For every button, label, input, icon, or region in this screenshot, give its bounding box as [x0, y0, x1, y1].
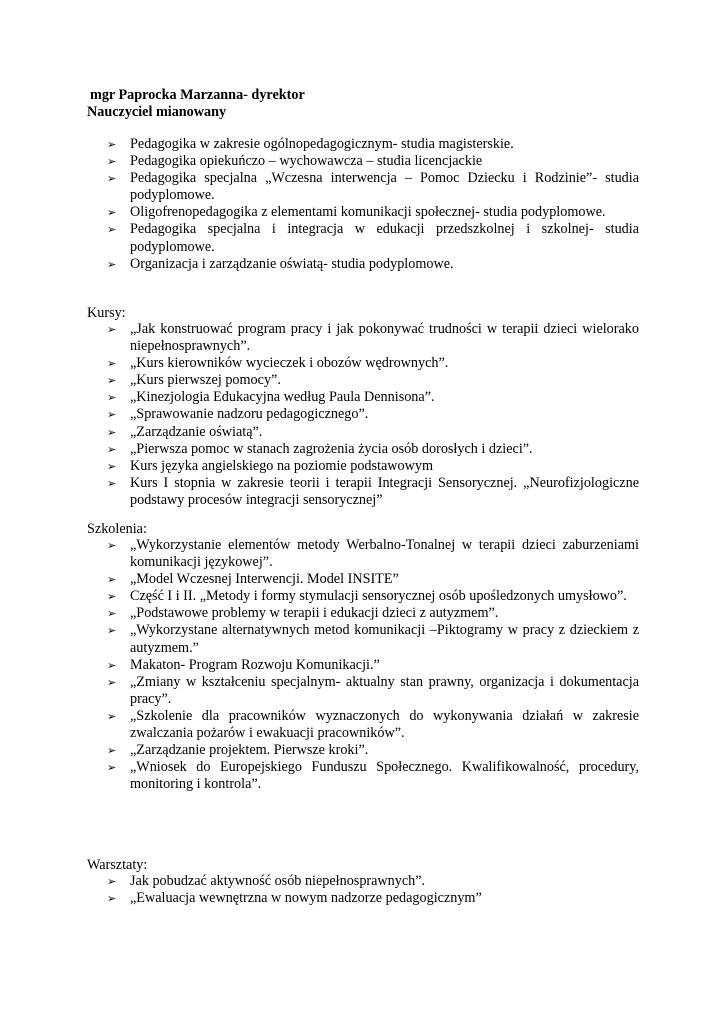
list-item [107, 588, 639, 605]
arrow-bullet-icon: ➢ [107, 223, 117, 237]
list-item-text: Oligofrenopedagogika z elementami komunikacji społecznej- studia podyplomowe. [130, 204, 606, 221]
arrow-bullet-icon: ➢ [107, 172, 117, 186]
arrow-bullet-icon: ➢ [107, 257, 117, 271]
arrow-bullet-icon: ➢ [107, 155, 117, 169]
list-item [107, 657, 639, 674]
arrow-bullet-icon: ➢ [107, 408, 117, 422]
list-item-text: Pedagogika specjalna „Wczesna interwencja – Pomoc Dziecku i Rodzinie”- studia podyplomowe. [130, 170, 639, 204]
list-item [107, 221, 639, 255]
list-item-text: „Kinezjologia Edukacyjna według Paula Dennisona”. [130, 389, 435, 406]
list-item [107, 622, 639, 656]
kursy-list [107, 321, 639, 509]
arrow-bullet-icon: ➢ [107, 357, 117, 371]
list-item [107, 389, 639, 406]
arrow-bullet-icon: ➢ [107, 206, 117, 220]
list-item [107, 372, 639, 389]
szkolenia-label: Szkolenia: [87, 521, 147, 537]
arrow-bullet-icon: ➢ [107, 459, 117, 473]
list-item-text: „Model Wczesnej Interwencji. Model INSITE” [130, 571, 399, 588]
education-list [107, 136, 639, 273]
list-item-text: Pedagogika opiekuńczo – wychowawcza – studia licencjackie [130, 153, 483, 170]
kursy-label: Kursy: [87, 305, 126, 321]
arrow-bullet-icon: ➢ [107, 539, 117, 552]
arrow-bullet-icon: ➢ [107, 892, 117, 906]
list-item-text: Kurs I stopnia w zakresie teorii i terapii Integracji Sensorycznej. „Neurofizjologiczne podstawy procesów integracji sensorycznej” [130, 474, 639, 508]
arrow-bullet-icon: ➢ [107, 573, 117, 587]
list-item [107, 537, 639, 571]
arrow-bullet-icon: ➢ [107, 744, 117, 758]
list-item [107, 170, 639, 204]
arrow-bullet-icon: ➢ [107, 391, 117, 405]
arrow-bullet-icon: ➢ [107, 138, 117, 151]
warsztaty-label: Warsztaty: [87, 857, 148, 873]
list-item [107, 674, 639, 708]
list-item-text: Makaton- Program Rozwoju Komunikacji.” [130, 656, 380, 673]
list-item [107, 153, 639, 170]
arrow-bullet-icon: ➢ [107, 658, 117, 672]
list-item-text: „Sprawowanie nadzoru pedagogicznego”. [130, 406, 369, 423]
arrow-bullet-icon: ➢ [107, 476, 117, 490]
list-item [107, 759, 639, 793]
list-item-text: „Wykorzystanie elementów metody Werbalno-Tonalnej w terapii dzieci zaburzeniami komunikacji językowej”. [130, 537, 639, 571]
list-item [107, 890, 639, 907]
list-item [107, 605, 639, 622]
list-item-text: „Kurs pierwszej pomocy”. [130, 372, 281, 389]
arrow-bullet-icon: ➢ [107, 607, 117, 621]
list-item [107, 406, 639, 423]
list-item-text: „Zmiany w kształceniu specjalnym- aktualny stan prawny, organizacja i dokumentacja pracy”. [130, 673, 639, 707]
list-item-text: „Podstawowe problemy w terapii i edukacji dzieci z autyzmem”. [130, 605, 499, 622]
list-item [107, 708, 639, 742]
list-item [107, 355, 639, 372]
list-item-text: Pedagogika w zakresie ogólnopedagogicznym- studia magisterskie. [130, 136, 514, 152]
list-item-text: Pedagogika specjalna i integracja w edukacji przedszkolnej i szkolnej- studia podyplomowe. [130, 221, 639, 255]
person-name: mgr Paprocka Marzanna- dyrektor [90, 87, 305, 103]
arrow-bullet-icon: ➢ [107, 374, 117, 388]
arrow-bullet-icon: ➢ [107, 761, 117, 775]
list-item [107, 571, 639, 588]
list-item [107, 256, 639, 273]
arrow-bullet-icon: ➢ [107, 675, 117, 689]
arrow-bullet-icon: ➢ [107, 875, 117, 888]
list-item-text: Część I i II. „Metody i formy stymulacji sensorycznej osób upośledzonych umysłowo”. [130, 588, 627, 605]
list-item-text: Organizacja i zarządzanie oświatą- studia podyplomowe. [130, 255, 454, 272]
list-item [107, 742, 639, 759]
arrow-bullet-icon: ➢ [107, 425, 117, 439]
list-item [107, 204, 639, 221]
arrow-bullet-icon: ➢ [107, 442, 117, 456]
list-item-text: „Zarządzanie oświatą”. [130, 423, 263, 440]
list-item [107, 458, 639, 475]
warsztaty-list [107, 873, 639, 907]
arrow-bullet-icon: ➢ [107, 590, 117, 604]
list-item-text: „Pierwsza pomoc w stanach zagrożenia życia osób dorosłych i dzieci”. [130, 440, 533, 457]
arrow-bullet-icon: ➢ [107, 709, 117, 723]
arrow-bullet-icon: ➢ [107, 624, 117, 638]
list-item-text: Jak pobudzać aktywność osób niepełnosprawnych”. [130, 873, 426, 889]
list-item [107, 873, 639, 890]
list-item-text: „Wykorzystane alternatywnych metod komunikacji –Piktogramy w pracy z dzieckiem z autyzmem.” [130, 622, 639, 656]
list-item-text: „Jak konstruować program pracy i jak pokonywać trudności w terapii dzieci wielorako niepełnosprawnych”. [130, 321, 639, 355]
list-item [107, 321, 639, 355]
list-item-text: „Ewaluacja wewnętrzna w nowym nadzorze pedagogicznym” [130, 890, 482, 907]
list-item-text: „Kurs kierowników wycieczek i obozów wędrownych”. [130, 355, 449, 372]
list-item [107, 475, 639, 509]
list-item [107, 424, 639, 441]
list-item-text: Kurs języka angielskiego na poziomie podstawowym [130, 457, 433, 474]
arrow-bullet-icon: ➢ [107, 323, 117, 336]
list-item-text: „Wniosek do Europejskiego Funduszu Społecznego. Kwalifikowalność, procedury, monitoring i kontrola”. [130, 759, 639, 793]
list-item [107, 441, 639, 458]
szkolenia-list [107, 537, 639, 793]
list-item-text: „Szkolenie dla pracowników wyznaczonych do wykonywania działań w zakresie zwalczania pożarów i ewakuacji pracowników”. [130, 707, 639, 742]
list-item [107, 136, 639, 153]
person-rank: Nauczyciel mianowany [87, 104, 227, 120]
list-item-text: „Zarządzanie projektem. Pierwsze kroki”. [130, 742, 369, 759]
